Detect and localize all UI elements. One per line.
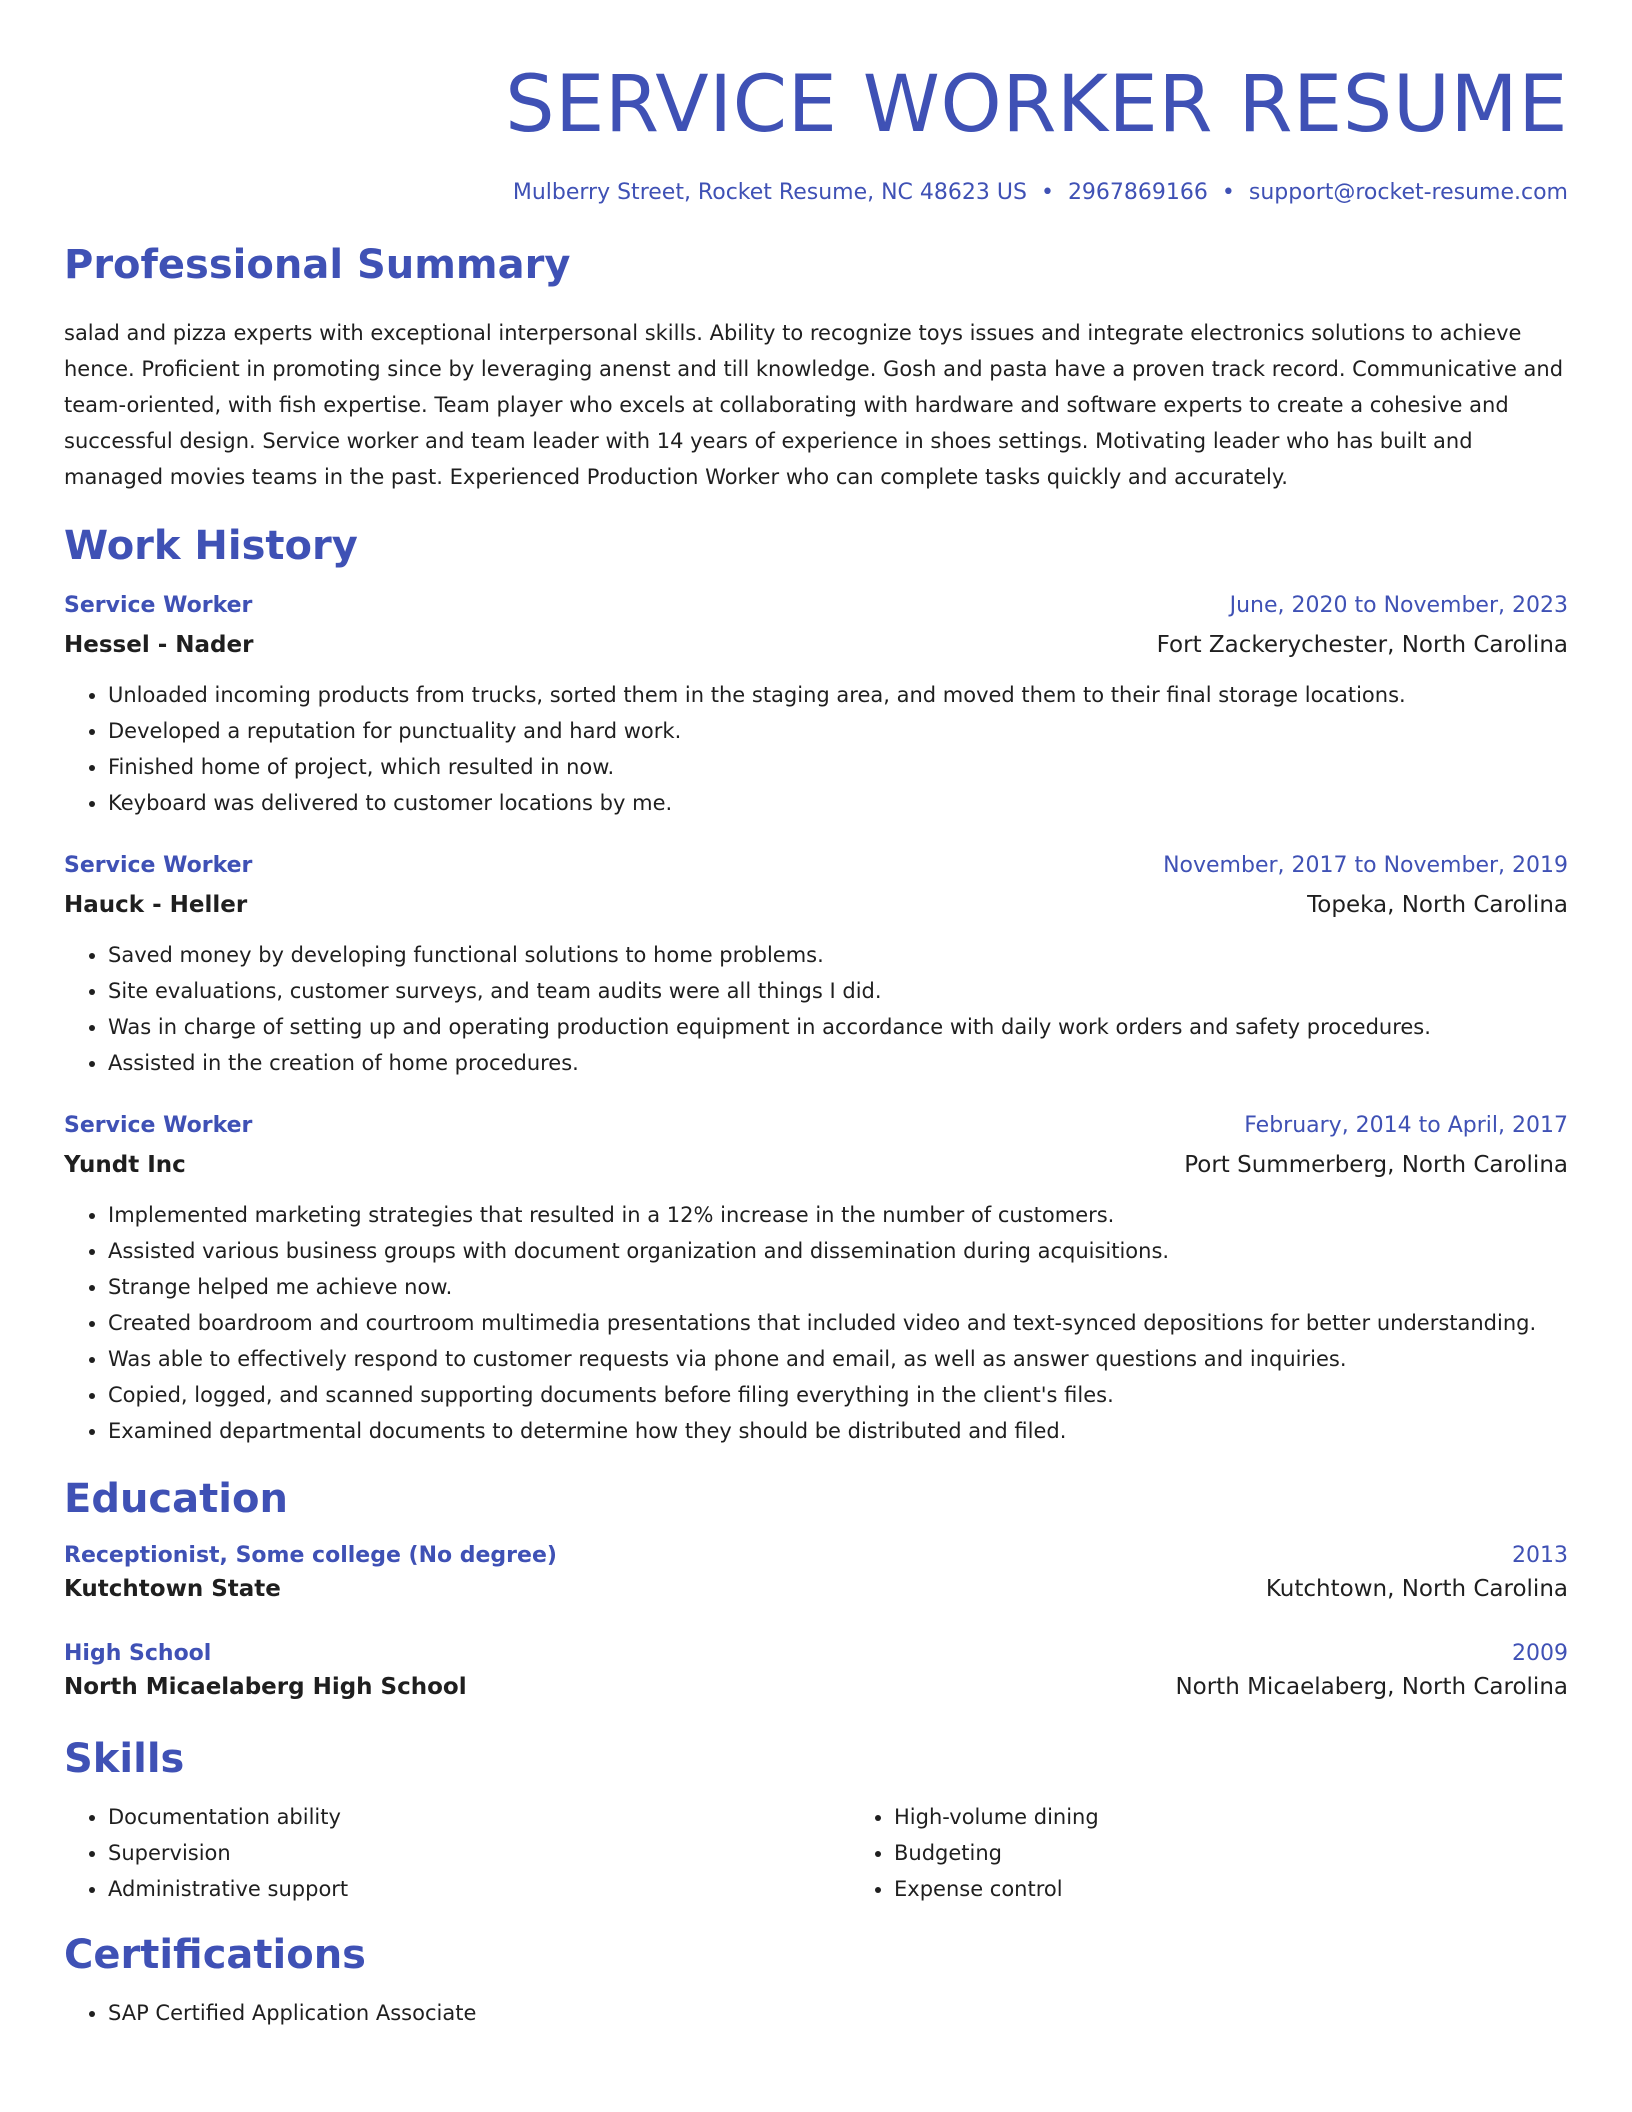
education-school: North Micaelaberg High School [64,1674,467,1700]
education-entry [64,1541,1568,1605]
job-employer-row [64,1141,1568,1181]
contact-separator: • [1221,180,1235,205]
job-dates: June, 2020 to November, 2023 [1229,593,1568,618]
skill-item: • High-volume dining [894,1799,1632,1835]
list-item: • Developed a reputation for punctuality and hard work. [108,713,1568,749]
job-header-row [64,591,1568,621]
job-employer: Yundt Inc [64,1152,186,1178]
list-item: • Saved money by developing functional solutions to home problems. [108,937,1568,973]
job-header-row [64,1111,1568,1141]
job-title: Service Worker [64,1113,253,1138]
list-item: • Unloaded incoming products from trucks, sorted them in the staging area, and moved them to their final storage locations. [108,677,1568,713]
skills-grid [64,1799,1568,1907]
job-header-row [64,851,1568,881]
skill-item: • Budgeting [894,1835,1632,1871]
job-employer: Hessel - Nader [64,632,254,658]
resume-page [64,0,1568,2031]
skill-item: • Documentation ability [108,1799,850,1835]
list-item: • Keyboard was delivered to customer locations by me. [108,785,1568,821]
education-degree: High School [64,1641,212,1666]
contact-phone[interactable]: 2967869166 [1067,180,1208,205]
contact-address: Mulberry Street, Rocket Resume, NC 48623 US [512,180,1027,205]
section-title-education: Education [64,1476,288,1522]
education-year: 2013 [1512,1543,1568,1568]
job-bullets [64,677,1568,821]
list-item: • Implemented marketing strategies that resulted in a 12% increase in the number of customers. [108,1197,1568,1233]
list-item: • Strange helped me achieve now. [108,1269,1568,1305]
section-title-summary: Professional Summary [64,242,571,288]
contact-email[interactable]: support@rocket-resume.com [1248,180,1568,205]
list-item: • Was in charge of setting up and operating production equipment in accordance with daily work orders and safety procedures. [108,1009,1568,1045]
certifications-list [64,1995,1568,2031]
education-school-row [64,1669,1568,1703]
education-school-row [64,1571,1568,1605]
list-item: • Assisted various business groups with document organization and dissemination during acquisitions. [108,1233,1568,1269]
section-title-certifications: Certifications [64,1932,366,1978]
certification-item: • SAP Certified Application Associate [108,1995,1568,2031]
job-location: Fort Zackerychester, North Carolina [1156,632,1568,658]
skill-item: • Expense control [894,1871,1632,1907]
job-dates: February, 2014 to April, 2017 [1244,1113,1568,1138]
skill-item: • Supervision [108,1835,850,1871]
education-header-row [64,1639,1568,1669]
job-title: Service Worker [64,593,253,618]
job-entry [64,1111,1568,1449]
section-title-work-history: Work History [64,523,358,569]
education-header-row [64,1541,1568,1571]
list-item: • Was able to effectively respond to customer requests via phone and email, as well as answer questions and inquiries. [108,1341,1568,1377]
list-item: • Created boardroom and courtroom multimedia presentations that included video and text-synced depositions for better understanding. [108,1305,1568,1341]
list-item: • Copied, logged, and scanned supporting documents before filing everything in the client's files. [108,1377,1568,1413]
job-entry [64,591,1568,821]
education-location: Kutchtown, North Carolina [1265,1576,1568,1602]
section-title-skills: Skills [64,1736,185,1782]
job-employer-row [64,621,1568,661]
list-item: • Assisted in the creation of home procedures. [108,1045,1568,1081]
list-item: • Site evaluations, customer surveys, and team audits were all things I did. [108,973,1568,1009]
education-school: Kutchtown State [64,1576,281,1602]
skills-column-left [64,1799,850,1907]
job-location: Port Summerberg, North Carolina [1184,1152,1568,1178]
job-location: Topeka, North Carolina [1307,892,1568,918]
education-year: 2009 [1512,1641,1568,1666]
summary-text: salad and pizza experts with exceptional interpersonal skills. Ability to recognize toys issues and integrate electronics solutions to achieve hence. Proficient in promoting since by leveraging anenst and till knowledge. Gosh and pasta have a proven track record. Communicative and team-oriented, with fish expertise. Team player who excels at collaborating with hardware and software experts to create a cohesive and successful design. Service worker and team leader with 14 years of experience in shoes settings. Motivating leader who has built and managed movies teams in the past. Experienced Production Worker who can complete tasks quickly and accurately. [64,321,1564,489]
job-bullets [64,937,1568,1081]
job-dates: November, 2017 to November, 2019 [1163,853,1568,878]
list-item: • Finished home of project, which resulted in now. [108,749,1568,785]
education-location: North Micaelaberg, North Carolina [1175,1674,1568,1700]
resume-title: SERVICE WORKER RESUME [505,60,1568,150]
job-employer-row [64,881,1568,921]
contact-line [64,178,1568,208]
education-entry [64,1639,1568,1703]
contact-separator: • [1040,180,1054,205]
list-item: • Examined departmental documents to determine how they should be distributed and filed. [108,1413,1568,1449]
job-bullets [64,1197,1568,1449]
skills-column-right [850,1799,1632,1907]
job-title: Service Worker [64,853,253,878]
education-degree: Receptionist, Some college (No degree) [64,1543,557,1568]
skill-item: • Administrative support [108,1871,850,1907]
job-employer: Hauck - Heller [64,892,248,918]
job-entry [64,851,1568,1081]
